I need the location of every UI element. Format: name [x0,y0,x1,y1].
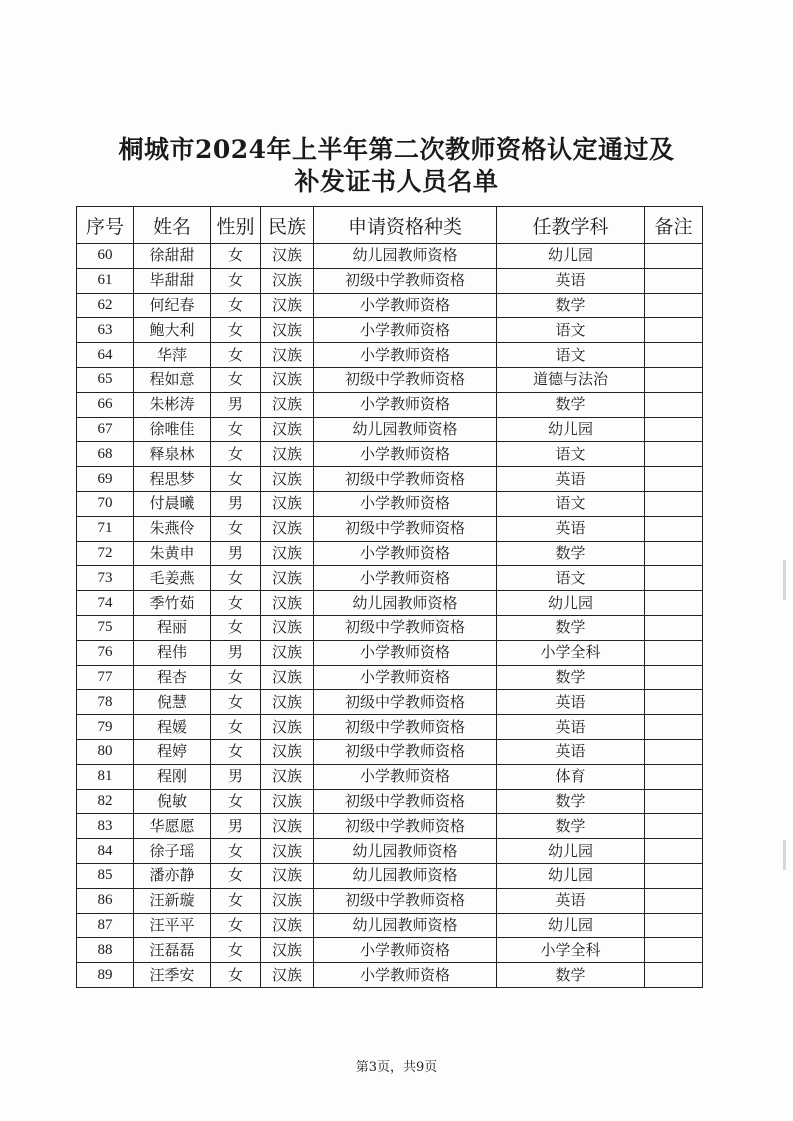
cell-ethnicity: 汉族 [261,392,314,417]
cell-subject: 语文 [497,491,645,516]
cell-certificate-type: 小学教师资格 [314,541,497,566]
cell-index: 87 [77,913,134,938]
cell-subject: 数学 [497,665,645,690]
cell-remarks [645,963,703,988]
cell-subject: 英语 [497,467,645,492]
cell-gender: 女 [211,690,261,715]
cell-certificate-type: 初级中学教师资格 [314,739,497,764]
cell-index: 65 [77,367,134,392]
cell-name: 华萍 [134,343,211,368]
cell-gender: 女 [211,516,261,541]
cell-gender: 女 [211,417,261,442]
table-row [77,491,703,516]
cell-remarks [645,863,703,888]
header-index: 序号 [77,207,134,244]
cell-gender: 女 [211,318,261,343]
cell-name: 汪磊磊 [134,938,211,963]
cell-certificate-type: 小学教师资格 [314,566,497,591]
cell-certificate-type: 幼儿园教师资格 [314,913,497,938]
cell-ethnicity: 汉族 [261,343,314,368]
cell-ethnicity: 汉族 [261,913,314,938]
cell-index: 84 [77,839,134,864]
cell-subject: 幼儿园 [497,591,645,616]
cell-remarks [645,516,703,541]
cell-certificate-type: 初级中学教师资格 [314,615,497,640]
cell-certificate-type: 幼儿园教师资格 [314,417,497,442]
page-footer: 第3页，共9页 [355,1060,438,1075]
cell-remarks [645,293,703,318]
cell-ethnicity: 汉族 [261,839,314,864]
cell-index: 69 [77,467,134,492]
header-remarks: 备注 [645,207,703,244]
cell-name: 程杏 [134,665,211,690]
cell-ethnicity: 汉族 [261,541,314,566]
cell-ethnicity: 汉族 [261,963,314,988]
cell-certificate-type: 初级中学教师资格 [314,467,497,492]
cell-certificate-type: 初级中学教师资格 [314,715,497,740]
cell-ethnicity: 汉族 [261,814,314,839]
cell-certificate-type: 小学教师资格 [314,293,497,318]
cell-name: 何纪春 [134,293,211,318]
cell-gender: 女 [211,863,261,888]
cell-name: 倪敏 [134,789,211,814]
cell-subject: 幼儿园 [497,417,645,442]
table-row [77,715,703,740]
cell-index: 75 [77,615,134,640]
cell-subject: 英语 [497,690,645,715]
cell-gender: 女 [211,467,261,492]
cell-certificate-type: 初级中学教师资格 [314,814,497,839]
cell-index: 64 [77,343,134,368]
table-row [77,963,703,988]
cell-subject: 数学 [497,963,645,988]
cell-subject: 语文 [497,566,645,591]
table-row [77,863,703,888]
table-row [77,417,703,442]
cell-certificate-type: 小学教师资格 [314,491,497,516]
cell-subject: 英语 [497,516,645,541]
cell-gender: 女 [211,715,261,740]
cell-remarks [645,244,703,269]
cell-subject: 数学 [497,392,645,417]
cell-gender: 女 [211,367,261,392]
cell-gender: 女 [211,442,261,467]
cell-subject: 数学 [497,789,645,814]
cell-subject: 英语 [497,888,645,913]
table-row [77,244,703,269]
table-row [77,442,703,467]
cell-gender: 女 [211,913,261,938]
cell-index: 86 [77,888,134,913]
cell-gender: 女 [211,839,261,864]
cell-certificate-type: 小学教师资格 [314,665,497,690]
cell-index: 66 [77,392,134,417]
cell-index: 88 [77,938,134,963]
cell-remarks [645,789,703,814]
cell-ethnicity: 汉族 [261,715,314,740]
cell-name: 徐唯佳 [134,417,211,442]
cell-ethnicity: 汉族 [261,690,314,715]
cell-index: 60 [77,244,134,269]
table-row [77,392,703,417]
cell-remarks [645,888,703,913]
cell-gender: 男 [211,392,261,417]
cell-gender: 女 [211,665,261,690]
cell-ethnicity: 汉族 [261,467,314,492]
cell-name: 汪新璇 [134,888,211,913]
cell-subject: 英语 [497,715,645,740]
table-row [77,839,703,864]
cell-subject: 数学 [497,541,645,566]
cell-remarks [645,541,703,566]
header-subject: 任教学科 [497,207,645,244]
cell-certificate-type: 初级中学教师资格 [314,516,497,541]
table-row [77,814,703,839]
cell-remarks [645,665,703,690]
cell-index: 70 [77,491,134,516]
cell-gender: 女 [211,591,261,616]
table-row [77,268,703,293]
cell-name: 释泉林 [134,442,211,467]
cell-gender: 女 [211,888,261,913]
cell-gender: 女 [211,343,261,368]
cell-index: 81 [77,764,134,789]
cell-ethnicity: 汉族 [261,566,314,591]
cell-ethnicity: 汉族 [261,516,314,541]
cell-gender: 男 [211,814,261,839]
cell-index: 76 [77,640,134,665]
cell-name: 倪慧 [134,690,211,715]
cell-index: 72 [77,541,134,566]
cell-remarks [645,318,703,343]
cell-index: 62 [77,293,134,318]
table-row [77,467,703,492]
cell-ethnicity: 汉族 [261,640,314,665]
cell-certificate-type: 幼儿园教师资格 [314,244,497,269]
cell-index: 61 [77,268,134,293]
cell-remarks [645,615,703,640]
cell-name: 程如意 [134,367,211,392]
cell-index: 71 [77,516,134,541]
cell-subject: 小学全科 [497,938,645,963]
cell-certificate-type: 小学教师资格 [314,764,497,789]
cell-subject: 幼儿园 [497,839,645,864]
cell-ethnicity: 汉族 [261,764,314,789]
cell-name: 徐甜甜 [134,244,211,269]
cell-gender: 女 [211,268,261,293]
cell-ethnicity: 汉族 [261,491,314,516]
cell-certificate-type: 初级中学教师资格 [314,789,497,814]
cell-name: 鲍大利 [134,318,211,343]
cell-subject: 数学 [497,615,645,640]
cell-name: 朱燕伶 [134,516,211,541]
cell-subject: 幼儿园 [497,863,645,888]
cell-index: 79 [77,715,134,740]
table-row [77,739,703,764]
cell-gender: 男 [211,640,261,665]
cell-name: 程思梦 [134,467,211,492]
cell-remarks [645,268,703,293]
table-row [77,665,703,690]
cell-remarks [645,467,703,492]
cell-certificate-type: 小学教师资格 [314,640,497,665]
cell-certificate-type: 小学教师资格 [314,442,497,467]
cell-subject: 数学 [497,814,645,839]
cell-remarks [645,392,703,417]
cell-gender: 男 [211,764,261,789]
cell-remarks [645,367,703,392]
cell-index: 73 [77,566,134,591]
cell-name: 程丽 [134,615,211,640]
cell-certificate-type: 小学教师资格 [314,963,497,988]
cell-ethnicity: 汉族 [261,789,314,814]
header-certificate-type: 申请资格种类 [314,207,497,244]
table-row [77,293,703,318]
cell-remarks [645,715,703,740]
table-row [77,318,703,343]
cell-certificate-type: 小学教师资格 [314,938,497,963]
table-row [77,764,703,789]
table-row [77,541,703,566]
cell-name: 程婷 [134,739,211,764]
header-ethnicity: 民族 [261,207,314,244]
cell-ethnicity: 汉族 [261,244,314,269]
document-title-line-2: 补发证书人员名单 [294,167,499,196]
header-name: 姓名 [134,207,211,244]
cell-ethnicity: 汉族 [261,293,314,318]
cell-name: 毛姜燕 [134,566,211,591]
cell-certificate-type: 幼儿园教师资格 [314,591,497,616]
cell-ethnicity: 汉族 [261,863,314,888]
cell-name: 付晨曦 [134,491,211,516]
cell-name: 程刚 [134,764,211,789]
cell-remarks [645,417,703,442]
cell-name: 徐子瑶 [134,839,211,864]
cell-remarks [645,938,703,963]
cell-index: 78 [77,690,134,715]
cell-remarks [645,442,703,467]
document-title-line-1: 桐城市2024年上半年第二次教师资格认定通过及 [118,135,675,164]
table-row [77,615,703,640]
cell-ethnicity: 汉族 [261,591,314,616]
cell-subject: 道德与法治 [497,367,645,392]
table-row [77,566,703,591]
table-body [77,244,703,988]
cell-subject: 幼儿园 [497,244,645,269]
cell-name: 程媛 [134,715,211,740]
cell-subject: 英语 [497,268,645,293]
cell-index: 80 [77,739,134,764]
cell-ethnicity: 汉族 [261,367,314,392]
cell-gender: 女 [211,244,261,269]
cell-index: 83 [77,814,134,839]
cell-name: 朱黄申 [134,541,211,566]
table-row [77,516,703,541]
cell-subject: 语文 [497,343,645,368]
cell-gender: 女 [211,615,261,640]
cell-remarks [645,343,703,368]
cell-certificate-type: 初级中学教师资格 [314,367,497,392]
cell-index: 85 [77,863,134,888]
cell-remarks [645,839,703,864]
cell-subject: 幼儿园 [497,913,645,938]
scan-margin-mark [783,560,786,600]
cell-ethnicity: 汉族 [261,268,314,293]
cell-remarks [645,591,703,616]
cell-ethnicity: 汉族 [261,615,314,640]
roster-table [76,206,703,988]
cell-gender: 女 [211,566,261,591]
cell-certificate-type: 幼儿园教师资格 [314,863,497,888]
cell-remarks [645,764,703,789]
cell-ethnicity: 汉族 [261,417,314,442]
cell-ethnicity: 汉族 [261,442,314,467]
cell-gender: 女 [211,293,261,318]
cell-name: 季竹茹 [134,591,211,616]
cell-remarks [645,491,703,516]
cell-subject: 语文 [497,442,645,467]
cell-certificate-type: 初级中学教师资格 [314,690,497,715]
cell-certificate-type: 小学教师资格 [314,392,497,417]
cell-ethnicity: 汉族 [261,938,314,963]
cell-index: 82 [77,789,134,814]
cell-gender: 女 [211,789,261,814]
cell-index: 77 [77,665,134,690]
table-row [77,690,703,715]
cell-certificate-type: 初级中学教师资格 [314,888,497,913]
cell-gender: 女 [211,739,261,764]
cell-ethnicity: 汉族 [261,888,314,913]
cell-index: 63 [77,318,134,343]
table-row [77,913,703,938]
cell-name: 朱彬涛 [134,392,211,417]
cell-index: 68 [77,442,134,467]
cell-name: 汪平平 [134,913,211,938]
cell-certificate-type: 幼儿园教师资格 [314,839,497,864]
cell-ethnicity: 汉族 [261,665,314,690]
table-row [77,938,703,963]
table-row [77,367,703,392]
cell-name: 潘亦静 [134,863,211,888]
cell-remarks [645,739,703,764]
cell-index: 67 [77,417,134,442]
table-row [77,789,703,814]
cell-remarks [645,690,703,715]
cell-remarks [645,913,703,938]
cell-remarks [645,640,703,665]
scan-margin-mark [783,840,786,870]
table-header-row [77,207,703,244]
cell-certificate-type: 小学教师资格 [314,343,497,368]
cell-remarks [645,566,703,591]
cell-gender: 男 [211,491,261,516]
cell-gender: 女 [211,938,261,963]
cell-subject: 数学 [497,293,645,318]
cell-ethnicity: 汉族 [261,318,314,343]
table-row [77,640,703,665]
cell-index: 89 [77,963,134,988]
cell-gender: 女 [211,963,261,988]
cell-subject: 英语 [497,739,645,764]
header-gender: 性别 [211,207,261,244]
table-row [77,343,703,368]
cell-gender: 男 [211,541,261,566]
cell-subject: 体育 [497,764,645,789]
cell-subject: 语文 [497,318,645,343]
cell-certificate-type: 小学教师资格 [314,318,497,343]
cell-name: 华愿愿 [134,814,211,839]
cell-certificate-type: 初级中学教师资格 [314,268,497,293]
cell-index: 74 [77,591,134,616]
cell-ethnicity: 汉族 [261,739,314,764]
cell-subject: 小学全科 [497,640,645,665]
cell-name: 程伟 [134,640,211,665]
cell-remarks [645,814,703,839]
table-row [77,591,703,616]
table-row [77,888,703,913]
cell-name: 汪季安 [134,963,211,988]
cell-name: 毕甜甜 [134,268,211,293]
